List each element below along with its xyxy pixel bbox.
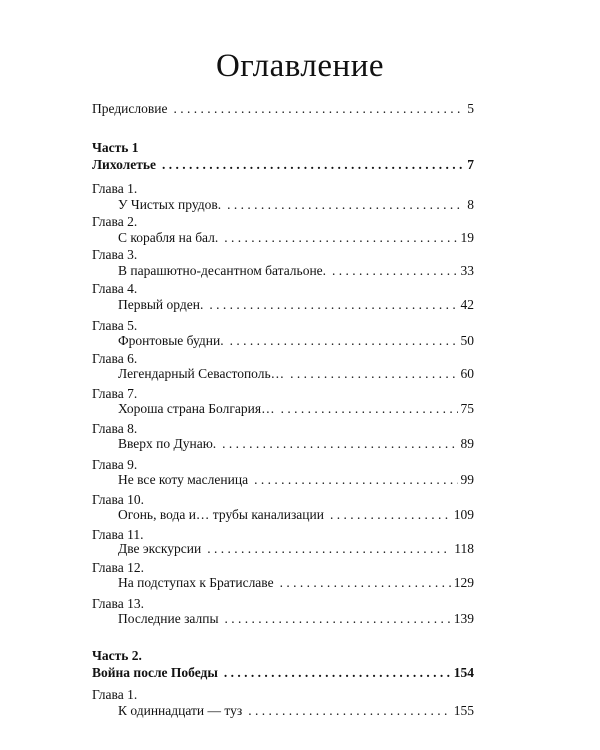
- toc-entry-label: Две экскурсии: [118, 541, 202, 556]
- chapter-number: Глава 6.: [92, 351, 138, 366]
- toc-page-number: 7: [467, 157, 474, 172]
- dot-leader: [225, 611, 451, 627]
- dot-leader: [330, 507, 451, 523]
- page-title: Оглавление: [215, 48, 385, 84]
- toc-entry-label: Хороша страна Болгария…: [118, 401, 275, 416]
- chapter-number: Глава 8.: [92, 421, 138, 436]
- toc-entry-preface: [92, 101, 474, 117]
- toc-page-number: 89: [460, 436, 474, 451]
- toc-page-number: 99: [460, 472, 474, 487]
- toc-entry-chapter: [118, 436, 474, 452]
- toc-entry-label: Легендарный Севастополь…: [118, 366, 285, 381]
- dot-leader: [227, 197, 464, 213]
- toc-page-number: 50: [460, 333, 474, 348]
- toc-page-number: 154: [453, 665, 474, 680]
- chapter-number: Глава 2.: [92, 214, 138, 229]
- chapter-number: Глава 9.: [92, 457, 138, 472]
- toc-entry-chapter: [118, 611, 474, 627]
- dot-leader: [230, 333, 458, 349]
- dot-leader: [224, 230, 457, 246]
- toc-entry-chapter: [118, 230, 474, 246]
- toc-entry-chapter: [118, 575, 474, 591]
- toc-page-number: 118: [454, 541, 474, 556]
- chapter-number: Глава 5.: [92, 318, 138, 333]
- chapter-number: Глава 1.: [92, 687, 138, 702]
- dot-leader: [222, 436, 457, 452]
- dot-leader: [209, 297, 457, 313]
- toc-entry-chapter: [118, 541, 474, 557]
- toc-page-number: 19: [460, 230, 474, 245]
- toc-page-number: 75: [460, 401, 474, 416]
- dot-leader: [281, 401, 458, 417]
- toc-entry-label: Не все коту масленица: [118, 472, 249, 487]
- toc-page-number: 129: [453, 575, 474, 590]
- toc-entry-label: На подступах к Братиславе: [118, 575, 274, 590]
- dot-leader: [290, 366, 457, 382]
- part-heading: Часть 1: [92, 140, 139, 155]
- toc-entry-part-title: [92, 665, 474, 681]
- toc-entry-chapter: [118, 263, 474, 279]
- toc-entry-chapter: [118, 297, 474, 313]
- toc-entry-label: В парашютно-десантном батальоне.: [118, 263, 327, 278]
- toc-entry-label: Огонь, вода и… трубы канализации: [118, 507, 324, 522]
- toc-entry-label: У Чистых прудов.: [118, 197, 222, 212]
- dot-leader: [332, 263, 457, 279]
- dot-leader: [207, 541, 451, 557]
- toc-entry-label: Последние залпы: [118, 611, 219, 626]
- toc-page-number: 5: [467, 101, 474, 116]
- dot-leader: [280, 575, 451, 591]
- chapter-number: Глава 13.: [92, 596, 144, 611]
- chapter-number: Глава 11.: [92, 527, 144, 542]
- toc-entry-label: Предисловие: [92, 101, 168, 116]
- toc-entry-label: Лихолетье: [92, 157, 156, 172]
- toc-entry-label: Фронтовые будни.: [118, 333, 224, 348]
- chapter-number: Глава 4.: [92, 281, 138, 296]
- toc-page-number: 109: [453, 507, 474, 522]
- toc-page-number: 33: [460, 263, 474, 278]
- toc-page-number: 8: [467, 197, 474, 212]
- dot-leader: [173, 101, 464, 117]
- toc-entry-label: С корабля на бал.: [118, 230, 219, 245]
- toc-entry-chapter: [118, 197, 474, 213]
- toc-page-number: 139: [453, 611, 474, 626]
- toc-entry-label: Война после Победы: [92, 665, 218, 680]
- toc-entry-part-title: [92, 157, 474, 173]
- part-heading: Часть 2.: [92, 648, 142, 663]
- dot-leader: [224, 665, 451, 681]
- toc-entry-chapter: [118, 507, 474, 523]
- dot-leader: [254, 472, 457, 488]
- toc-entry-label: Вверх по Дунаю.: [118, 436, 217, 451]
- toc-entry-chapter: [118, 401, 474, 417]
- toc-page-number: 155: [453, 703, 474, 718]
- chapter-number: Глава 7.: [92, 386, 138, 401]
- toc-entry-chapter: [118, 366, 474, 382]
- toc-entry-label: Первый орден.: [118, 297, 204, 312]
- toc-entry-chapter: [118, 333, 474, 349]
- toc-page-number: 42: [460, 297, 474, 312]
- toc-entry-chapter: [118, 472, 474, 488]
- dot-leader: [162, 157, 464, 173]
- toc-entry-chapter: [118, 703, 474, 719]
- chapter-number: Глава 1.: [92, 181, 138, 196]
- toc-entry-label: К одиннадцати — туз: [118, 703, 243, 718]
- chapter-number: Глава 12.: [92, 560, 144, 575]
- chapter-number: Глава 10.: [92, 492, 144, 507]
- chapter-number: Глава 3.: [92, 247, 138, 262]
- dot-leader: [248, 703, 451, 719]
- toc-page-number: 60: [460, 366, 474, 381]
